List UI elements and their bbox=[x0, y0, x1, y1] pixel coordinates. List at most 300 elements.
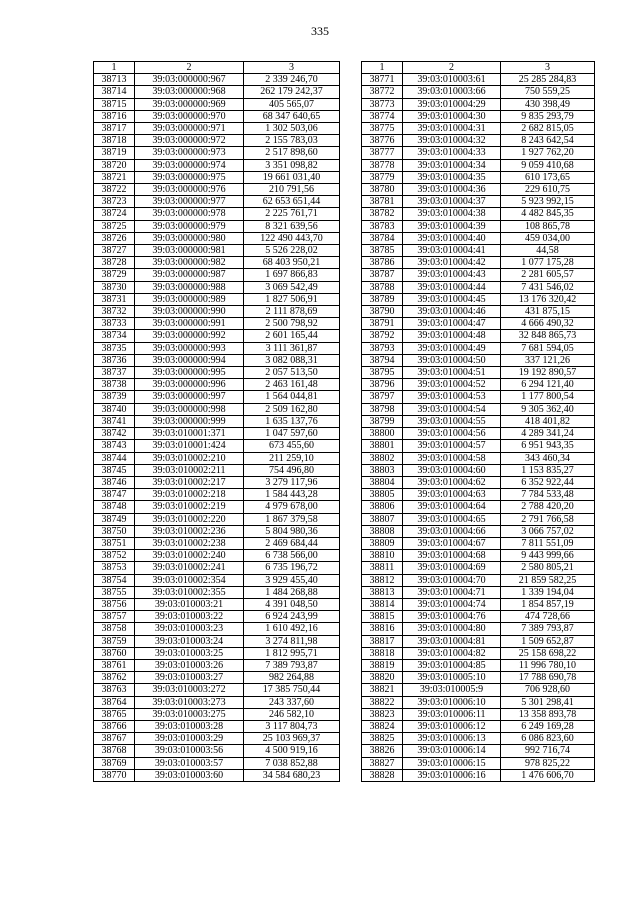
table-row bbox=[94, 476, 340, 488]
cadastral-value-cell: 2 469 684,44 bbox=[244, 537, 340, 549]
cadastral-value-cell: 6 735 196,72 bbox=[244, 562, 340, 574]
cadastral-value-cell: 2 500 798,92 bbox=[244, 318, 340, 330]
table-row bbox=[94, 318, 340, 330]
cadastral-number-cell: 39:03:000000:970 bbox=[135, 110, 244, 122]
row-number-cell: 38722 bbox=[94, 184, 135, 196]
cadastral-value-cell: 1 177 800,54 bbox=[501, 391, 595, 403]
cadastral-value-cell: 1 077 175,28 bbox=[501, 257, 595, 269]
table-row bbox=[362, 659, 595, 671]
table-row bbox=[94, 379, 340, 391]
table-row bbox=[94, 489, 340, 501]
table-row bbox=[362, 110, 595, 122]
cadastral-number-cell: 39:03:010003:24 bbox=[135, 635, 244, 647]
table-row bbox=[362, 342, 595, 354]
cadastral-value-cell: 673 455,60 bbox=[244, 440, 340, 452]
table-row bbox=[94, 623, 340, 635]
table-row bbox=[362, 98, 595, 110]
cadastral-value-cell: 5 804 980,36 bbox=[244, 525, 340, 537]
cadastral-number-cell: 39:03:010006:12 bbox=[403, 720, 501, 732]
row-number-cell: 38798 bbox=[362, 403, 403, 415]
cadastral-value-cell: 25 285 284,83 bbox=[501, 74, 595, 86]
table-row bbox=[362, 647, 595, 659]
table-row bbox=[94, 574, 340, 586]
cadastral-number-cell: 39:03:000000:992 bbox=[135, 330, 244, 342]
cadastral-number-cell: 39:03:010003:22 bbox=[135, 611, 244, 623]
table-row bbox=[362, 489, 595, 501]
cadastral-value-cell: 982 264,88 bbox=[244, 672, 340, 684]
row-number-cell: 38773 bbox=[362, 98, 403, 110]
header-cell: 1 bbox=[94, 62, 135, 74]
cadastral-number-cell: 39:03:010003:29 bbox=[135, 733, 244, 745]
row-number-cell: 38747 bbox=[94, 489, 135, 501]
header-cell: 3 bbox=[244, 62, 340, 74]
row-number-cell: 38774 bbox=[362, 110, 403, 122]
table-row bbox=[94, 635, 340, 647]
table-row bbox=[362, 330, 595, 342]
row-number-cell: 38730 bbox=[94, 281, 135, 293]
table-row bbox=[94, 403, 340, 415]
table-row bbox=[362, 525, 595, 537]
table-row bbox=[362, 598, 595, 610]
table-row bbox=[94, 135, 340, 147]
table-row bbox=[94, 769, 340, 781]
cadastral-value-cell: 21 859 582,25 bbox=[501, 574, 595, 586]
cadastral-number-cell: 39:03:010004:70 bbox=[403, 574, 501, 586]
cadastral-value-cell: 754 496,80 bbox=[244, 464, 340, 476]
cadastral-number-cell: 39:03:010006:14 bbox=[403, 745, 501, 757]
cadastral-value-cell: 7 389 793,87 bbox=[501, 623, 595, 635]
cadastral-value-cell: 25 158 698,22 bbox=[501, 647, 595, 659]
cadastral-value-cell: 992 716,74 bbox=[501, 745, 595, 757]
row-number-cell: 38733 bbox=[94, 318, 135, 330]
row-number-cell: 38823 bbox=[362, 708, 403, 720]
cadastral-value-cell: 3 082 088,31 bbox=[244, 354, 340, 366]
row-number-cell: 38789 bbox=[362, 293, 403, 305]
row-number-cell: 38734 bbox=[94, 330, 135, 342]
cadastral-number-cell: 39:03:010004:37 bbox=[403, 196, 501, 208]
cadastral-number-cell: 39:03:010004:68 bbox=[403, 550, 501, 562]
cadastral-number-cell: 39:03:000000:973 bbox=[135, 147, 244, 159]
cadastral-number-cell: 39:03:000000:974 bbox=[135, 159, 244, 171]
cadastral-value-cell: 3 929 455,40 bbox=[244, 574, 340, 586]
row-number-cell: 38778 bbox=[362, 159, 403, 171]
table-row bbox=[362, 220, 595, 232]
table-row bbox=[362, 135, 595, 147]
cadastral-value-cell: 8 243 642,54 bbox=[501, 135, 595, 147]
row-number-cell: 38802 bbox=[362, 452, 403, 464]
row-number-cell: 38764 bbox=[94, 696, 135, 708]
table-row bbox=[362, 123, 595, 135]
cadastral-number-cell: 39:03:000000:977 bbox=[135, 196, 244, 208]
header-cell: 2 bbox=[135, 62, 244, 74]
row-number-cell: 38755 bbox=[94, 586, 135, 598]
row-number-cell: 38731 bbox=[94, 293, 135, 305]
table-row bbox=[362, 318, 595, 330]
row-number-cell: 38760 bbox=[94, 647, 135, 659]
cadastral-number-cell: 39:03:000000:991 bbox=[135, 318, 244, 330]
cadastral-number-cell: 39:03:010004:71 bbox=[403, 586, 501, 598]
row-number-cell: 38786 bbox=[362, 257, 403, 269]
cadastral-number-cell: 39:03:010004:44 bbox=[403, 281, 501, 293]
cadastral-value-cell: 1 339 194,04 bbox=[501, 586, 595, 598]
cadastral-value-cell: 3 274 811,98 bbox=[244, 635, 340, 647]
cadastral-number-cell: 39:03:010004:36 bbox=[403, 184, 501, 196]
row-number-cell: 38826 bbox=[362, 745, 403, 757]
cadastral-number-cell: 39:03:010002:238 bbox=[135, 537, 244, 549]
cadastral-number-cell: 39:03:000000:995 bbox=[135, 367, 244, 379]
registry-table-left bbox=[93, 61, 340, 782]
table-row bbox=[362, 574, 595, 586]
table-row bbox=[362, 684, 595, 696]
cadastral-number-cell: 39:03:010001:371 bbox=[135, 428, 244, 440]
table-row bbox=[362, 501, 595, 513]
table-row bbox=[94, 367, 340, 379]
table-row bbox=[362, 403, 595, 415]
cadastral-value-cell: 2 601 165,44 bbox=[244, 330, 340, 342]
cadastral-number-cell: 39:03:000000:999 bbox=[135, 415, 244, 427]
row-number-cell: 38807 bbox=[362, 513, 403, 525]
cadastral-value-cell: 6 086 823,60 bbox=[501, 733, 595, 745]
cadastral-number-cell: 39:03:010003:56 bbox=[135, 745, 244, 757]
cadastral-number-cell: 39:03:000000:989 bbox=[135, 293, 244, 305]
row-number-cell: 38765 bbox=[94, 708, 135, 720]
cadastral-number-cell: 39:03:010004:55 bbox=[403, 415, 501, 427]
table-row bbox=[94, 184, 340, 196]
cadastral-value-cell: 418 401,82 bbox=[501, 415, 595, 427]
row-number-cell: 38770 bbox=[94, 769, 135, 781]
cadastral-number-cell: 39:03:010004:81 bbox=[403, 635, 501, 647]
row-number-cell: 38827 bbox=[362, 757, 403, 769]
row-number-cell: 38749 bbox=[94, 513, 135, 525]
cadastral-number-cell: 39:03:000000:968 bbox=[135, 86, 244, 98]
cadastral-value-cell: 430 398,49 bbox=[501, 98, 595, 110]
row-number-cell: 38816 bbox=[362, 623, 403, 635]
table-row bbox=[362, 464, 595, 476]
row-number-cell: 38754 bbox=[94, 574, 135, 586]
cadastral-value-cell: 706 928,60 bbox=[501, 684, 595, 696]
table-row bbox=[94, 281, 340, 293]
table-row bbox=[362, 733, 595, 745]
table-row bbox=[94, 269, 340, 281]
row-number-cell: 38762 bbox=[94, 672, 135, 684]
cadastral-value-cell: 2 057 513,50 bbox=[244, 367, 340, 379]
cadastral-number-cell: 39:03:010004:57 bbox=[403, 440, 501, 452]
cadastral-value-cell: 1 476 606,70 bbox=[501, 769, 595, 781]
row-number-cell: 38743 bbox=[94, 440, 135, 452]
table-row bbox=[94, 745, 340, 757]
cadastral-value-cell: 2 682 815,05 bbox=[501, 123, 595, 135]
table-row bbox=[362, 562, 595, 574]
cadastral-value-cell: 2 281 605,57 bbox=[501, 269, 595, 281]
row-number-cell: 38782 bbox=[362, 208, 403, 220]
row-number-cell: 38767 bbox=[94, 733, 135, 745]
cadastral-value-cell: 17 788 690,78 bbox=[501, 672, 595, 684]
cadastral-number-cell: 39:03:010002:236 bbox=[135, 525, 244, 537]
cadastral-value-cell: 25 103 969,37 bbox=[244, 733, 340, 745]
row-number-cell: 38805 bbox=[362, 489, 403, 501]
cadastral-number-cell: 39:03:000000:980 bbox=[135, 232, 244, 244]
cadastral-value-cell: 431 875,15 bbox=[501, 306, 595, 318]
cadastral-value-cell: 750 559,25 bbox=[501, 86, 595, 98]
cadastral-number-cell: 39:03:010004:53 bbox=[403, 391, 501, 403]
cadastral-value-cell: 7 389 793,87 bbox=[244, 659, 340, 671]
row-number-cell: 38800 bbox=[362, 428, 403, 440]
cadastral-value-cell: 1 484 268,88 bbox=[244, 586, 340, 598]
cadastral-value-cell: 229 610,75 bbox=[501, 184, 595, 196]
cadastral-number-cell: 39:03:010004:31 bbox=[403, 123, 501, 135]
page-number: 335 bbox=[311, 24, 329, 38]
cadastral-number-cell: 39:03:010006:16 bbox=[403, 769, 501, 781]
table-row bbox=[94, 586, 340, 598]
table-row bbox=[362, 367, 595, 379]
cadastral-value-cell: 17 385 750,44 bbox=[244, 684, 340, 696]
table-row bbox=[94, 611, 340, 623]
row-number-cell: 38803 bbox=[362, 464, 403, 476]
cadastral-value-cell: 6 951 943,35 bbox=[501, 440, 595, 452]
cadastral-number-cell: 39:03:010006:15 bbox=[403, 757, 501, 769]
cadastral-number-cell: 39:03:010004:66 bbox=[403, 525, 501, 537]
cadastral-number-cell: 39:03:010006:10 bbox=[403, 696, 501, 708]
row-number-cell: 38801 bbox=[362, 440, 403, 452]
cadastral-value-cell: 7 811 551,09 bbox=[501, 537, 595, 549]
cadastral-number-cell: 39:03:010004:58 bbox=[403, 452, 501, 464]
cadastral-number-cell: 39:03:010003:28 bbox=[135, 720, 244, 732]
row-number-cell: 38766 bbox=[94, 720, 135, 732]
cadastral-value-cell: 4 391 048,50 bbox=[244, 598, 340, 610]
cadastral-number-cell: 39:03:000000:990 bbox=[135, 306, 244, 318]
cadastral-number-cell: 39:03:010004:42 bbox=[403, 257, 501, 269]
cadastral-value-cell: 474 728,66 bbox=[501, 611, 595, 623]
cadastral-value-cell: 1 697 866,83 bbox=[244, 269, 340, 281]
cadastral-number-cell: 39:03:010004:43 bbox=[403, 269, 501, 281]
row-number-cell: 38732 bbox=[94, 306, 135, 318]
cadastral-number-cell: 39:03:010003:60 bbox=[135, 769, 244, 781]
table-row bbox=[94, 110, 340, 122]
cadastral-number-cell: 39:03:010004:49 bbox=[403, 342, 501, 354]
table-row bbox=[94, 257, 340, 269]
cadastral-number-cell: 39:03:000000:979 bbox=[135, 220, 244, 232]
row-number-cell: 38790 bbox=[362, 306, 403, 318]
row-number-cell: 38728 bbox=[94, 257, 135, 269]
table-row bbox=[94, 464, 340, 476]
cadastral-number-cell: 39:03:010004:60 bbox=[403, 464, 501, 476]
cadastral-number-cell: 39:03:010004:51 bbox=[403, 367, 501, 379]
table-row bbox=[94, 245, 340, 257]
cadastral-number-cell: 39:03:010004:47 bbox=[403, 318, 501, 330]
cadastral-value-cell: 68 347 640,65 bbox=[244, 110, 340, 122]
cadastral-value-cell: 337 121,26 bbox=[501, 354, 595, 366]
cadastral-number-cell: 39:03:000000:997 bbox=[135, 391, 244, 403]
row-number-cell: 38729 bbox=[94, 269, 135, 281]
cadastral-number-cell: 39:03:010004:48 bbox=[403, 330, 501, 342]
table-row bbox=[94, 720, 340, 732]
row-number-cell: 38824 bbox=[362, 720, 403, 732]
cadastral-number-cell: 39:03:010004:38 bbox=[403, 208, 501, 220]
cadastral-number-cell: 39:03:010005:9 bbox=[403, 684, 501, 696]
table-row bbox=[94, 98, 340, 110]
table-row bbox=[362, 354, 595, 366]
cadastral-number-cell: 39:03:000000:993 bbox=[135, 342, 244, 354]
row-number-cell: 38761 bbox=[94, 659, 135, 671]
table-row bbox=[94, 428, 340, 440]
cadastral-number-cell: 39:03:010002:210 bbox=[135, 452, 244, 464]
cadastral-value-cell: 62 653 651,44 bbox=[244, 196, 340, 208]
cadastral-value-cell: 405 565,07 bbox=[244, 98, 340, 110]
cadastral-value-cell: 4 289 341,24 bbox=[501, 428, 595, 440]
cadastral-value-cell: 3 279 117,96 bbox=[244, 476, 340, 488]
cadastral-value-cell: 1 635 137,76 bbox=[244, 415, 340, 427]
cadastral-number-cell: 39:03:010006:11 bbox=[403, 708, 501, 720]
cadastral-number-cell: 39:03:000000:988 bbox=[135, 281, 244, 293]
cadastral-value-cell: 1 153 835,27 bbox=[501, 464, 595, 476]
row-number-cell: 38750 bbox=[94, 525, 135, 537]
cadastral-number-cell: 39:03:010003:27 bbox=[135, 672, 244, 684]
cadastral-number-cell: 39:03:010002:355 bbox=[135, 586, 244, 598]
row-number-cell: 38748 bbox=[94, 501, 135, 513]
table-row bbox=[94, 598, 340, 610]
row-number-cell: 38791 bbox=[362, 318, 403, 330]
table-row bbox=[94, 525, 340, 537]
row-number-cell: 38788 bbox=[362, 281, 403, 293]
cadastral-value-cell: 1 047 597,60 bbox=[244, 428, 340, 440]
row-number-cell: 38825 bbox=[362, 733, 403, 745]
cadastral-value-cell: 4 482 845,35 bbox=[501, 208, 595, 220]
cadastral-number-cell: 39:03:000000:975 bbox=[135, 171, 244, 183]
row-number-cell: 38720 bbox=[94, 159, 135, 171]
cadastral-value-cell: 978 825,22 bbox=[501, 757, 595, 769]
cadastral-value-cell: 211 259,10 bbox=[244, 452, 340, 464]
row-number-cell: 38821 bbox=[362, 684, 403, 696]
table-header-row bbox=[362, 62, 595, 74]
table-row bbox=[94, 452, 340, 464]
cadastral-value-cell: 6 352 922,44 bbox=[501, 476, 595, 488]
table-row bbox=[362, 196, 595, 208]
cadastral-value-cell: 7 431 546,02 bbox=[501, 281, 595, 293]
row-number-cell: 38787 bbox=[362, 269, 403, 281]
cadastral-value-cell: 262 179 242,37 bbox=[244, 86, 340, 98]
cadastral-value-cell: 1 302 503,06 bbox=[244, 123, 340, 135]
cadastral-value-cell: 1 564 044,81 bbox=[244, 391, 340, 403]
row-number-cell: 38781 bbox=[362, 196, 403, 208]
row-number-cell: 38815 bbox=[362, 611, 403, 623]
row-number-cell: 38772 bbox=[362, 86, 403, 98]
table-row bbox=[94, 342, 340, 354]
row-number-cell: 38817 bbox=[362, 635, 403, 647]
row-number-cell: 38775 bbox=[362, 123, 403, 135]
cadastral-number-cell: 39:03:010004:56 bbox=[403, 428, 501, 440]
table-row bbox=[362, 184, 595, 196]
cadastral-number-cell: 39:03:010004:80 bbox=[403, 623, 501, 635]
table-row bbox=[362, 269, 595, 281]
cadastral-number-cell: 39:03:010003:273 bbox=[135, 696, 244, 708]
cadastral-number-cell: 39:03:010004:39 bbox=[403, 220, 501, 232]
cadastral-number-cell: 39:03:010004:32 bbox=[403, 135, 501, 147]
row-number-cell: 38783 bbox=[362, 220, 403, 232]
row-number-cell: 38758 bbox=[94, 623, 135, 635]
cadastral-value-cell: 1 509 652,87 bbox=[501, 635, 595, 647]
header-cell: 2 bbox=[403, 62, 501, 74]
table-row bbox=[362, 708, 595, 720]
row-number-cell: 38813 bbox=[362, 586, 403, 598]
row-number-cell: 38726 bbox=[94, 232, 135, 244]
row-number-cell: 38736 bbox=[94, 354, 135, 366]
table-row bbox=[94, 733, 340, 745]
table-row bbox=[362, 391, 595, 403]
cadastral-number-cell: 39:03:010004:76 bbox=[403, 611, 501, 623]
cadastral-value-cell: 19 661 031,40 bbox=[244, 171, 340, 183]
cadastral-value-cell: 122 490 443,70 bbox=[244, 232, 340, 244]
cadastral-value-cell: 210 791,56 bbox=[244, 184, 340, 196]
cadastral-number-cell: 39:03:010004:82 bbox=[403, 647, 501, 659]
row-number-cell: 38753 bbox=[94, 562, 135, 574]
table-row bbox=[94, 354, 340, 366]
cadastral-number-cell: 39:03:010002:240 bbox=[135, 550, 244, 562]
row-number-cell: 38741 bbox=[94, 415, 135, 427]
table-row bbox=[362, 232, 595, 244]
row-number-cell: 38723 bbox=[94, 196, 135, 208]
row-number-cell: 38740 bbox=[94, 403, 135, 415]
row-number-cell: 38812 bbox=[362, 574, 403, 586]
cadastral-number-cell: 39:03:000000:994 bbox=[135, 354, 244, 366]
row-number-cell: 38768 bbox=[94, 745, 135, 757]
table-row bbox=[94, 306, 340, 318]
table-row bbox=[362, 537, 595, 549]
table-row bbox=[94, 232, 340, 244]
table-row bbox=[362, 208, 595, 220]
cadastral-value-cell: 2 225 761,71 bbox=[244, 208, 340, 220]
row-number-cell: 38828 bbox=[362, 769, 403, 781]
table-row bbox=[362, 635, 595, 647]
table-row bbox=[362, 245, 595, 257]
row-number-cell: 38724 bbox=[94, 208, 135, 220]
cadastral-value-cell: 6 738 566,00 bbox=[244, 550, 340, 562]
table-row bbox=[362, 550, 595, 562]
row-number-cell: 38751 bbox=[94, 537, 135, 549]
row-number-cell: 38799 bbox=[362, 415, 403, 427]
table-row bbox=[94, 684, 340, 696]
cadastral-value-cell: 2 339 246,70 bbox=[244, 74, 340, 86]
cadastral-number-cell: 39:03:000000:969 bbox=[135, 98, 244, 110]
cadastral-value-cell: 9 835 293,79 bbox=[501, 110, 595, 122]
cadastral-value-cell: 2 517 898,60 bbox=[244, 147, 340, 159]
cadastral-value-cell: 108 865,78 bbox=[501, 220, 595, 232]
table-row bbox=[94, 293, 340, 305]
cadastral-value-cell: 459 034,00 bbox=[501, 232, 595, 244]
table-row bbox=[94, 196, 340, 208]
table-row bbox=[94, 672, 340, 684]
cadastral-value-cell: 7 681 594,05 bbox=[501, 342, 595, 354]
cadastral-value-cell: 5 526 228,02 bbox=[244, 245, 340, 257]
cadastral-number-cell: 39:03:010003:21 bbox=[135, 598, 244, 610]
cadastral-value-cell: 4 979 678,00 bbox=[244, 501, 340, 513]
row-number-cell: 38746 bbox=[94, 476, 135, 488]
cadastral-number-cell: 39:03:010004:52 bbox=[403, 379, 501, 391]
cadastral-number-cell: 39:03:010003:26 bbox=[135, 659, 244, 671]
table-row bbox=[362, 74, 595, 86]
cadastral-value-cell: 3 069 542,49 bbox=[244, 281, 340, 293]
cadastral-value-cell: 13 358 893,78 bbox=[501, 708, 595, 720]
cadastral-value-cell: 4 666 490,32 bbox=[501, 318, 595, 330]
cadastral-value-cell: 5 923 992,15 bbox=[501, 196, 595, 208]
cadastral-value-cell: 5 301 298,41 bbox=[501, 696, 595, 708]
cadastral-value-cell: 2 463 161,48 bbox=[244, 379, 340, 391]
cadastral-number-cell: 39:03:010004:69 bbox=[403, 562, 501, 574]
cadastral-number-cell: 39:03:010003:272 bbox=[135, 684, 244, 696]
table-row bbox=[362, 306, 595, 318]
cadastral-number-cell: 39:03:010002:211 bbox=[135, 464, 244, 476]
cadastral-value-cell: 2 155 783,03 bbox=[244, 135, 340, 147]
cadastral-number-cell: 39:03:010004:46 bbox=[403, 306, 501, 318]
